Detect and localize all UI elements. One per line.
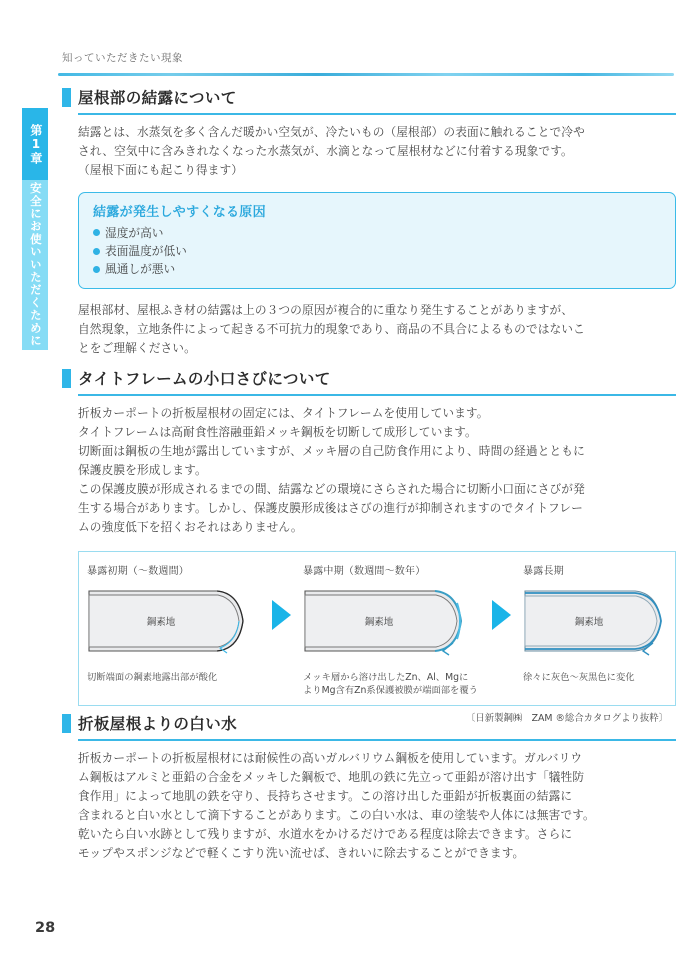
chapter-side-tab [22,108,48,350]
caption-line: 徐々に灰色～灰黒色に変化 [523,671,635,683]
section-title: 屋根部の結露について [78,89,237,107]
stage-illustration [523,583,675,665]
section-underline [78,739,676,741]
paragraph-line: 切断面は鋼板の生地が露出していますが、メッキ層の自己防食作用により、時間の経過とともに [78,443,585,458]
paragraph-line: 保護皮膜を形成します。 [78,462,207,477]
paragraph-line: され、空気中に含みきれなくなった水蒸気が、水滴となって屋根材などに付着する現象です。 [78,143,573,158]
paragraph-line: 屋根部材、屋根ふき材の結露は上の３つの原因が複合的に重なり発生することがありますが、 [78,303,574,318]
callout-item-label: 表面温度が低い [105,243,187,258]
caption-line: よりMg含有Zn系保護被膜が端面部を覆う [303,684,478,696]
stage-illustration [87,583,259,665]
paragraph-line: 自然現象，立地条件によって起きる不可抗力的現象であり、商品の不具合によるものではないこ [78,322,585,337]
paragraph-line: 結露とは、水蒸気を多く含んだ暖かい空気が、冷たいもの（屋根部）の表面に触れることで冷や [78,125,585,139]
paragraph-line: とをご理解ください。 [78,341,196,356]
paragraph-line: 含まれると白い水として滴下することがあります。この白い水は、車の塗装や人体には無害です。 [78,807,595,822]
paragraph-line: （屋根下面にも起こり得ます） [78,162,244,177]
paragraph-line: 乾いたら白い水跡として残りますが、水道水をかけるだけである程度は除去できます。さらに [78,826,573,841]
stage-arrow-2 [479,576,523,654]
condensation-causes-callout [78,192,676,289]
stage-arrow-1 [259,576,303,654]
section-white-water [62,712,676,863]
steel-plate-cross-section-icon [523,583,673,661]
section-paragraph-secondary [78,301,676,358]
section-paragraph [78,749,676,863]
svg-text:鋼素地: 鋼素地 [146,616,176,628]
diagram-stage-long [523,562,675,684]
stage-caption [523,671,675,684]
chapter-name-tab: 安全にお使いいただくために [22,180,48,350]
paragraph-line: タイトフレームは高耐食性溶融亜鉛メッキ鋼板を切断して成形しています。 [78,424,477,439]
paragraph-line: ムの強度低下を招くおそれはありません。 [78,519,303,534]
paragraph-line: 折板カーポートの折板屋根材には耐候性の高いガルバリウム鋼板を使用しています。ガルバリウ [78,751,583,765]
diagram-stage-middle [303,562,479,697]
corrosion-stage-diagram [78,551,676,706]
section-roof-condensation [62,86,676,358]
stage-caption [87,671,259,684]
diagram-stage-early [87,562,259,684]
stage-label: 暴露長期 [523,565,564,577]
stage-label: 暴露初期（～数週間） [87,565,189,577]
caption-line: 切断端面の鋼素地露出部が酸化 [87,671,218,683]
arrow-right-icon [272,600,291,630]
svg-text:鋼素地: 鋼素地 [364,616,394,628]
callout-list-item [93,260,661,278]
steel-plate-cross-section-icon [303,583,475,661]
section-underline [78,394,676,396]
diagram-credit: 〔日新製鋼㈱ ZAM ®総合カタログより抜粋〕 [465,713,668,725]
section-title: 折板屋根よりの白い水 [78,715,238,733]
page-number: 28 [35,920,56,936]
heading-marker-icon [62,369,71,388]
callout-list-item [93,224,661,242]
caption-line: メッキ層から溶け出したZn、Al、Mgに [303,671,469,683]
section-heading [62,86,676,111]
stage-label: 暴露中期（数週間～数年） [303,565,426,577]
section-title: タイトフレームの小口さびについて [78,370,331,388]
bullet-icon [93,266,100,273]
section-paragraph [78,404,676,537]
callout-title: 結露が発生しやすくなる原因 [93,204,266,220]
section-heading [62,367,676,392]
chapter-number-tab: 第1章 [22,108,48,180]
heading-marker-icon [62,714,71,733]
heading-marker-icon [62,88,71,107]
running-header-title: 知っていただきたい現象 [62,52,183,64]
stage-illustration [303,583,479,665]
paragraph-line: この保護皮膜が形成されるまでの間、結露などの環境にさらされた場合に切断小口面にさびが発 [78,481,585,496]
paragraph-line: 生する場合があります。しかし、保護皮膜形成後はさびの進行が抑制されますのでタイトフレー [78,500,583,515]
section-heading [62,712,676,737]
section-tight-frame-rust [62,367,676,724]
bullet-icon [93,229,100,236]
callout-item-label: 風通しが悪い [105,262,176,277]
steel-plate-cross-section-icon [87,583,255,661]
paragraph-line: ム鋼板はアルミと亜鉛の合金をメッキした鋼板で、地肌の鉄に先立って亜鉛が溶け出す「犠牲防 [78,769,585,784]
arrow-right-icon [492,600,511,630]
stage-caption [303,671,479,697]
section-paragraph [78,123,676,180]
paragraph-line: 折板カーポートの折板屋根材の固定には、タイトフレームを使用しています。 [78,406,489,420]
bullet-icon [93,248,100,255]
header-rule [58,73,674,76]
callout-list-item [93,242,661,260]
paragraph-line: モップやスポンジなどで軽くこすり洗い流せば、きれいに除去することができます。 [78,845,525,860]
svg-text:鋼素地: 鋼素地 [574,616,604,628]
section-underline [78,113,676,115]
callout-item-label: 湿度が高い [105,225,164,240]
paragraph-line: 食作用」によって地肌の鉄を守り、長持ちさせます。この溶け出した亜鉛が折板裏面の結露に [78,788,573,803]
